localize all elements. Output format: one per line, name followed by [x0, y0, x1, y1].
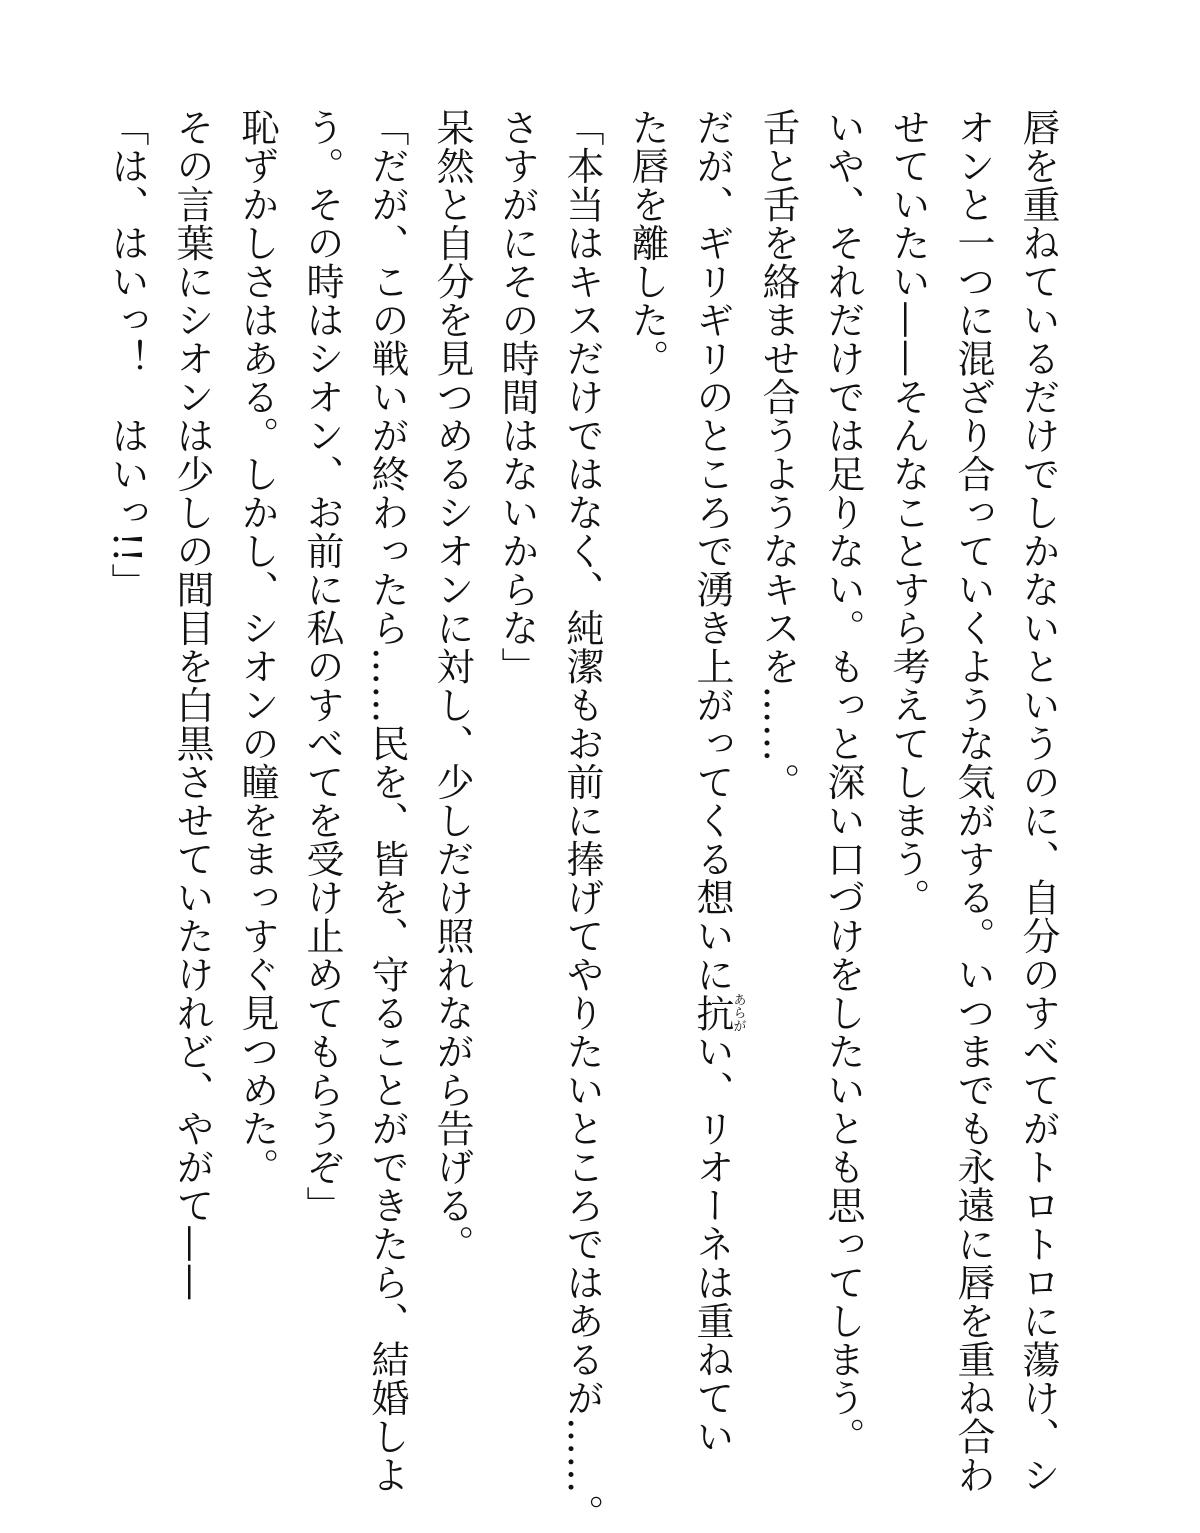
text-line-content: 呆然と自分を見つめるシオンに対し、少しだけ照れながら告げる。	[430, 108, 474, 1263]
text-line	[484, 108, 549, 1428]
text-line	[224, 108, 289, 1428]
text-line-content: さすがにその時間はないからな」	[495, 108, 539, 686]
text-line	[745, 108, 810, 1428]
text-line-content: いや、それだけでは足りない。もっと深い口づけをしたいとも思ってしまう。	[821, 108, 865, 1456]
ruby-reading: あらが	[730, 993, 746, 1033]
text-line-content: オンと一つに混ざり合っていくような気がする。いつまでも永遠に唇を重ね合わ	[951, 108, 995, 1494]
text-line-content: い、リオーネは重ねてい	[690, 1032, 734, 1456]
text-line	[419, 108, 484, 1428]
text-line-content: その言葉にシオンは少しの間目を白黒させていたけれど、やがて——	[170, 108, 214, 1302]
vertical-text-block	[94, 108, 1070, 1533]
text-line-content: 「本当はキスだけではなく、純潔もお前に捧げてやりたいところではあるが……。	[560, 108, 604, 1533]
text-line	[875, 108, 940, 1428]
text-line	[1005, 108, 1070, 1494]
text-line	[94, 108, 159, 1428]
text-line-content: だが、ギリギリのところで湧き上がってくる想いに	[690, 108, 734, 994]
text-line	[940, 108, 1005, 1494]
text-line	[159, 108, 224, 1428]
text-line-content: 恥ずかしさはある。しかし、シオンの瞳をまっすぐ見つめた。	[235, 108, 279, 1186]
ruby-base: 抗	[690, 993, 734, 1033]
text-line-content: 「だが、この戦いが終わったら……民を、皆を、守ることができたら、結婚しよ	[365, 108, 409, 1494]
text-line-content: 舌と舌を絡ませ合うようなキスを……。	[756, 108, 800, 801]
text-line	[354, 108, 419, 1494]
text-line-content: う。その時はシオン、お前に私のすべてを受け止めてもらうぞ」	[300, 108, 344, 1225]
text-line	[810, 108, 875, 1456]
text-line-content: 「は、はいっ！ はいっ!!」	[105, 108, 149, 602]
text-line-content: た唇を離した。	[625, 108, 669, 378]
ruby-annotation	[690, 993, 746, 1033]
text-line-content: 唇を重ねているだけでしかないというのに、自分のすべてがトロトロに蕩け、シ	[1016, 108, 1060, 1494]
text-line-content: せていたい——そんなことすら考えてしまう。	[886, 108, 930, 917]
text-line	[679, 108, 746, 1456]
text-line	[289, 108, 354, 1428]
text-line	[549, 108, 614, 1533]
text-line	[614, 108, 679, 1428]
